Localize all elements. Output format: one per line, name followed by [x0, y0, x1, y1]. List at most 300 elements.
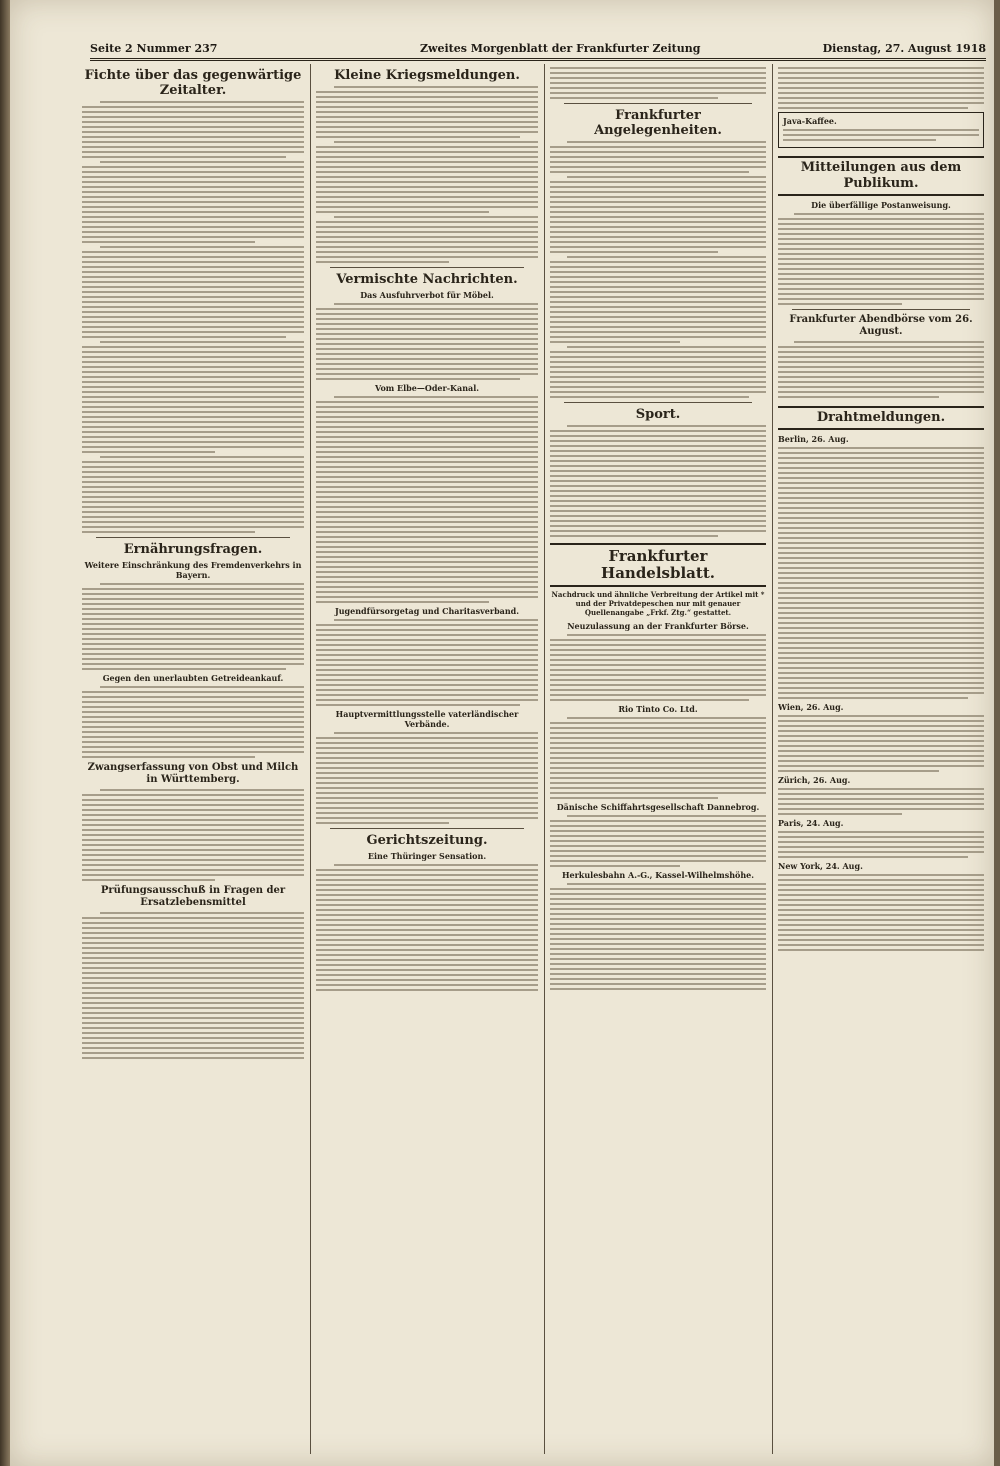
text-line — [550, 787, 766, 789]
dateline-paris: Paris, 24. Aug. — [778, 818, 844, 828]
text-line — [82, 643, 304, 645]
text-line — [550, 430, 766, 432]
text-line — [550, 918, 766, 920]
text-line — [778, 452, 984, 454]
text-line — [778, 944, 984, 946]
text-line — [783, 129, 979, 131]
text-line — [316, 373, 538, 375]
text-line — [316, 959, 538, 961]
text-line — [778, 268, 984, 270]
text-line — [316, 909, 538, 911]
text-line — [82, 271, 304, 273]
text-line — [82, 706, 304, 708]
text-line — [550, 752, 766, 754]
text-line — [550, 958, 766, 960]
text-line — [550, 913, 766, 915]
text-line — [550, 480, 766, 482]
text-line — [316, 318, 538, 320]
text-line — [550, 92, 766, 94]
text-line — [82, 186, 304, 188]
text-line — [316, 521, 538, 523]
text-line — [550, 742, 766, 744]
text-line — [778, 622, 984, 624]
text-line — [550, 669, 766, 671]
text-line — [550, 679, 766, 681]
text-line — [82, 1042, 304, 1044]
subhead-obst-milch: Zwangserfassung von Obst und Milch in Württemberg. — [87, 762, 299, 785]
text-line — [316, 561, 538, 563]
text-line — [316, 639, 538, 641]
text-line — [550, 341, 680, 343]
text-line — [316, 924, 538, 926]
text-line — [550, 825, 766, 827]
text-line — [316, 261, 449, 263]
text-line — [316, 689, 538, 691]
text-line — [316, 674, 538, 676]
section-kriegsmeldungen: Kleine Kriegsmeldungen. — [334, 68, 520, 83]
text-line — [316, 742, 538, 744]
text-line — [550, 820, 766, 822]
text-line — [550, 221, 766, 223]
text-line — [82, 491, 304, 493]
notice-java-kaffee — [778, 112, 984, 148]
divider — [330, 267, 524, 268]
text-line — [82, 251, 304, 253]
dateline-wien: Wien, 26. Aug. — [778, 702, 844, 712]
text-line — [778, 884, 984, 886]
page-issue — [90, 42, 217, 55]
text-line — [82, 756, 255, 758]
text-line — [82, 306, 304, 308]
text-line — [82, 957, 304, 959]
text-line — [316, 101, 538, 103]
text-line — [316, 476, 538, 478]
text-line — [316, 551, 538, 553]
text-line — [778, 517, 984, 519]
text-line — [316, 679, 538, 681]
text-line — [550, 535, 718, 537]
text-line — [778, 223, 984, 225]
text-line — [100, 456, 304, 458]
article-body — [778, 715, 984, 772]
text-line — [82, 501, 304, 503]
text-line — [316, 654, 538, 656]
text-line — [778, 376, 984, 378]
text-line — [316, 601, 489, 603]
masthead — [90, 42, 986, 56]
text-line — [316, 934, 538, 936]
section-vermischte-nachrichten: Vermischte Nachrichten. — [336, 272, 518, 287]
article-body — [550, 717, 766, 799]
text-line — [82, 261, 304, 263]
article-body — [778, 213, 984, 305]
text-line — [82, 421, 304, 423]
text-line — [316, 556, 538, 558]
text-line — [82, 711, 304, 713]
paper-date: Dienstag, 27. August 1918 — [822, 42, 986, 55]
text-line — [82, 663, 304, 665]
text-line — [778, 889, 984, 891]
text-line — [550, 948, 766, 950]
article-body — [778, 447, 984, 699]
text-line — [550, 470, 766, 472]
text-line — [316, 501, 538, 503]
subhead-fremdenverkehr: Weitere Einschränkung des Fremdenverkehrs in Bayern. — [84, 560, 302, 580]
text-line — [316, 416, 538, 418]
text-line — [550, 361, 766, 363]
text-line — [316, 762, 538, 764]
text-line — [82, 982, 304, 984]
text-line — [550, 963, 766, 965]
text-line — [82, 874, 304, 876]
text-line — [550, 830, 766, 832]
text-line — [316, 772, 538, 774]
text-line — [82, 381, 304, 383]
text-line — [82, 226, 304, 228]
article-body — [316, 732, 538, 824]
text-line — [550, 689, 766, 691]
dateline-zuerich: Zürich, 26. Aug. — [778, 775, 851, 785]
article-body — [82, 912, 304, 1059]
text-line — [778, 760, 984, 762]
text-line — [82, 441, 304, 443]
article-body — [82, 789, 304, 881]
text-line — [316, 812, 538, 814]
text-line — [778, 856, 968, 858]
text-line — [550, 450, 766, 452]
text-line — [778, 924, 984, 926]
text-line — [778, 537, 984, 539]
text-line — [316, 591, 538, 593]
text-line — [550, 281, 766, 283]
text-line — [82, 1047, 304, 1049]
text-line — [82, 972, 304, 974]
dateline-berlin: Berlin, 26. Aug. — [778, 434, 849, 444]
text-line — [550, 908, 766, 910]
text-line — [550, 943, 766, 945]
text-line — [334, 732, 538, 734]
text-line — [778, 914, 984, 916]
text-line — [316, 121, 538, 123]
text-line — [316, 436, 538, 438]
text-line — [316, 363, 538, 365]
text-line — [778, 617, 984, 619]
text-line — [316, 659, 538, 661]
dateline-new-york: New York, 24. Aug. — [778, 861, 863, 871]
text-line — [550, 797, 718, 799]
text-line — [334, 216, 538, 218]
text-line — [778, 233, 984, 235]
text-line — [778, 477, 984, 479]
text-line — [316, 471, 538, 473]
text-line — [778, 612, 984, 614]
text-line — [550, 762, 766, 764]
article-body — [316, 86, 538, 263]
section-frankfurter-angelegenheiten: Frankfurter Angelegenheiten. — [594, 108, 722, 138]
text-line — [550, 732, 766, 734]
text-line — [778, 97, 984, 99]
text-line — [82, 131, 304, 133]
text-line — [778, 934, 984, 936]
text-line — [550, 722, 766, 724]
text-line — [550, 181, 766, 183]
text-line — [316, 368, 538, 370]
text-line — [82, 506, 304, 508]
text-line — [82, 1057, 304, 1059]
article-body — [550, 141, 766, 398]
text-line — [550, 246, 766, 248]
text-line — [82, 436, 304, 438]
text-line — [82, 526, 304, 528]
text-line — [82, 1022, 304, 1024]
text-line — [550, 77, 766, 79]
text-line — [82, 859, 304, 861]
subhead-jugendfuersorgetag: Jugendfürsorgetag und Charitasverband. — [334, 606, 520, 616]
text-line — [82, 1002, 304, 1004]
text-line — [778, 552, 984, 554]
text-line — [334, 141, 538, 143]
text-line — [316, 411, 538, 413]
text-line — [82, 598, 304, 600]
text-line — [316, 308, 538, 310]
text-line — [778, 687, 984, 689]
text-line — [778, 602, 984, 604]
text-line — [316, 328, 538, 330]
text-line — [316, 969, 538, 971]
text-line — [550, 694, 766, 696]
text-line — [82, 481, 304, 483]
text-line — [82, 658, 304, 660]
text-line — [316, 889, 538, 891]
text-line — [316, 486, 538, 488]
text-line — [316, 491, 538, 493]
text-line — [550, 520, 766, 522]
text-line — [82, 406, 304, 408]
text-line — [316, 426, 538, 428]
text-line — [316, 236, 538, 238]
text-line — [82, 691, 304, 693]
text-line — [778, 725, 984, 727]
text-line — [316, 576, 538, 578]
subhead-herkulesbahn: Herkulesbahn A.-G., Kassel-Wilhelmshöhe. — [561, 870, 755, 880]
text-line — [550, 396, 749, 398]
text-line — [794, 213, 984, 215]
text-line — [316, 979, 538, 981]
text-line — [316, 196, 538, 198]
text-line — [316, 904, 538, 906]
text-line — [778, 836, 984, 838]
text-line — [82, 476, 304, 478]
text-line — [316, 421, 538, 423]
text-line — [316, 401, 538, 403]
text-line — [316, 747, 538, 749]
text-line — [550, 973, 766, 975]
text-line — [82, 496, 304, 498]
text-line — [316, 989, 538, 991]
text-line — [550, 271, 766, 273]
text-line — [550, 196, 766, 198]
text-line — [550, 898, 766, 900]
text-line — [316, 914, 538, 916]
text-line — [550, 978, 766, 980]
text-line — [316, 757, 538, 759]
text-line — [316, 807, 538, 809]
text-line — [778, 346, 984, 348]
text-line — [82, 977, 304, 979]
text-line — [778, 283, 984, 285]
text-line — [316, 348, 538, 350]
text-line — [550, 933, 766, 935]
text-line — [778, 522, 984, 524]
text-line — [550, 435, 766, 437]
text-line — [82, 221, 304, 223]
text-line — [316, 817, 538, 819]
text-line — [778, 672, 984, 674]
text-line — [316, 481, 538, 483]
article-body — [550, 425, 766, 537]
text-line — [778, 788, 984, 790]
text-line — [778, 278, 984, 280]
text-line — [82, 331, 304, 333]
text-line — [550, 505, 766, 507]
text-line — [316, 964, 538, 966]
text-line — [778, 391, 984, 393]
text-line — [316, 531, 538, 533]
text-line — [778, 547, 984, 549]
text-line — [82, 608, 304, 610]
text-line — [82, 281, 304, 283]
text-line — [316, 406, 538, 408]
text-line — [100, 789, 304, 791]
text-line — [778, 303, 902, 305]
text-line — [82, 932, 304, 934]
text-line — [316, 566, 538, 568]
text-line — [550, 356, 766, 358]
text-line — [783, 139, 936, 141]
article-body — [550, 883, 766, 990]
text-line — [316, 313, 538, 315]
text-line — [316, 496, 538, 498]
text-line — [82, 942, 304, 944]
text-line — [82, 116, 304, 118]
text-line — [778, 597, 984, 599]
text-line — [100, 101, 304, 103]
text-line — [550, 381, 766, 383]
text-line — [550, 757, 766, 759]
subhead-getreideankauf: Gegen den unerlaubten Getreideankauf. — [102, 673, 284, 683]
section-abendboerse: Frankfurter Abendbörse vom 26. August. — [789, 314, 973, 337]
text-line — [550, 386, 766, 388]
text-line — [778, 692, 984, 694]
text-line — [316, 181, 538, 183]
text-line — [316, 353, 538, 355]
text-line — [778, 831, 984, 833]
text-line — [82, 638, 304, 640]
text-line — [778, 253, 984, 255]
text-line — [550, 495, 766, 497]
text-line — [316, 156, 538, 158]
text-line — [778, 351, 984, 353]
text-line — [778, 366, 984, 368]
header-rule-2 — [90, 60, 986, 61]
article-body — [82, 583, 304, 670]
article-body — [316, 864, 538, 991]
text-line — [316, 446, 538, 448]
text-line — [550, 865, 680, 867]
text-line — [82, 151, 304, 153]
subhead-thueringer-sensation: Eine Thüringer Sensation. — [367, 851, 487, 861]
text-line — [316, 126, 538, 128]
text-line — [778, 258, 984, 260]
text-line — [82, 869, 304, 871]
text-line — [778, 846, 984, 848]
text-line — [82, 696, 304, 698]
text-line — [567, 176, 766, 178]
article-body — [82, 686, 304, 758]
subhead-rio-tinto: Rio Tinto Co. Ltd. — [618, 704, 698, 714]
text-line — [778, 813, 902, 815]
text-line — [794, 341, 984, 343]
column-1 — [82, 64, 304, 1454]
text-line — [550, 301, 766, 303]
article-body — [316, 303, 538, 380]
text-line — [778, 652, 984, 654]
subhead-ersatzlebensmittel: Prüfungsausschuß in Fragen der Ersatzlebensmittel — [100, 885, 286, 908]
text-line — [550, 747, 766, 749]
text-line — [550, 792, 766, 794]
text-line — [82, 196, 304, 198]
text-line — [550, 186, 766, 188]
text-line — [550, 923, 766, 925]
text-line — [778, 82, 984, 84]
text-line — [316, 669, 538, 671]
text-line — [550, 97, 718, 99]
text-line — [82, 371, 304, 373]
text-line — [567, 425, 766, 427]
text-line — [778, 682, 984, 684]
text-line — [778, 899, 984, 901]
text-line — [316, 358, 538, 360]
text-line — [100, 583, 304, 585]
text-line — [778, 107, 968, 109]
text-line — [778, 381, 984, 383]
text-line — [778, 502, 984, 504]
text-line — [567, 717, 766, 719]
text-line — [316, 787, 538, 789]
text-line — [82, 376, 304, 378]
text-line — [82, 952, 304, 954]
text-line — [778, 939, 984, 941]
text-line — [567, 883, 766, 885]
text-line — [550, 211, 766, 213]
page-number: Seite 2 — [90, 42, 133, 55]
text-line — [550, 988, 766, 990]
text-line — [550, 326, 766, 328]
text-line — [316, 516, 538, 518]
divider — [330, 828, 524, 829]
text-line — [316, 511, 538, 513]
text-line — [550, 840, 766, 842]
text-line — [550, 485, 766, 487]
text-line — [82, 854, 304, 856]
text-line — [82, 286, 304, 288]
text-line — [550, 151, 766, 153]
reprint-note: Nachdruck und ähnliche Verbreitung der Artikel mit * und der Privatdepeschen nur mit genauer Quellenangabe „Frkf. Ztg.“ gestattet. — [551, 590, 765, 617]
text-line — [316, 822, 449, 824]
text-line — [550, 87, 766, 89]
text-line — [82, 176, 304, 178]
text-line — [550, 737, 766, 739]
